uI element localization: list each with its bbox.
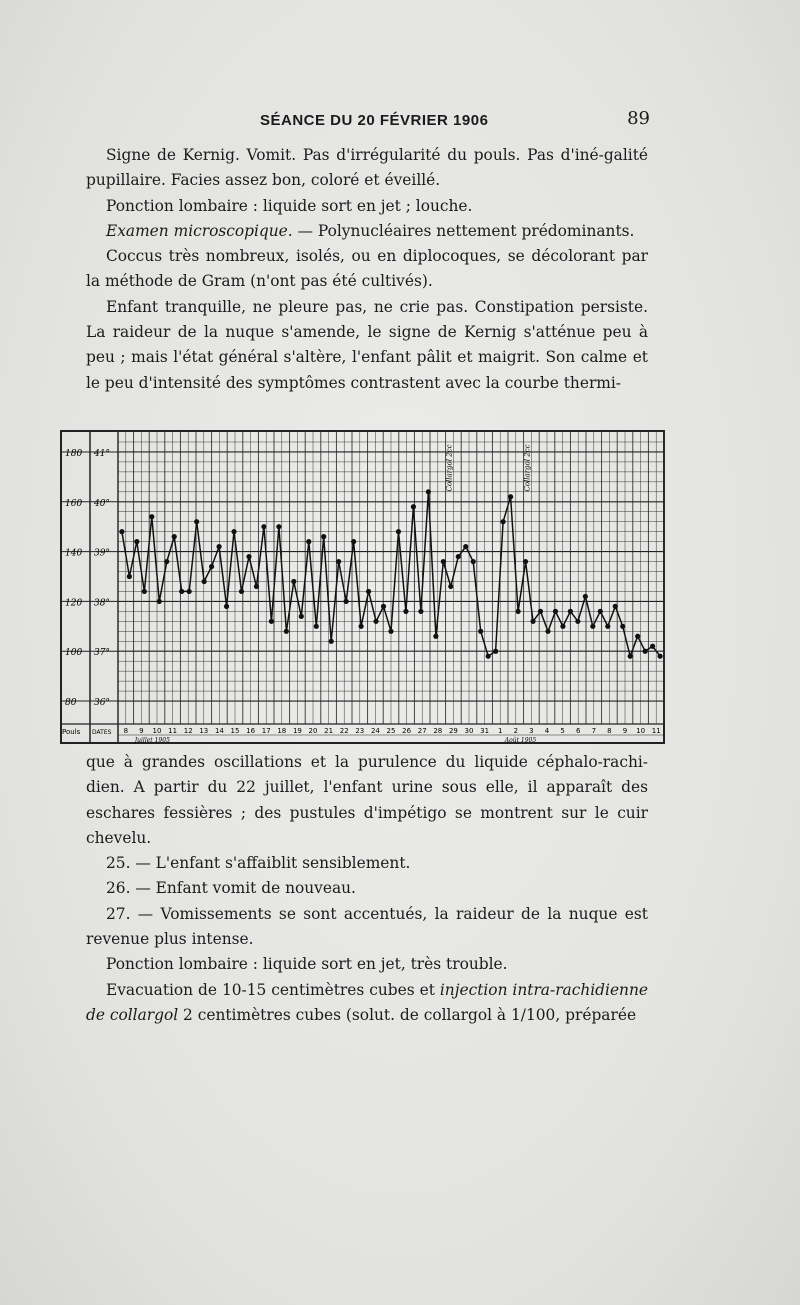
date-tick-label: 10 [636,727,646,735]
temperature-point [239,589,244,594]
date-tick-label: 26 [402,727,412,735]
paragraph: 25. — L'enfant s'affaiblit sensiblement. [106,854,411,873]
temperature-point [568,609,573,614]
temperature-point [598,609,603,614]
text-block-top [86,143,648,396]
pulse-tick-label: 180 [65,448,83,459]
temperature-point [216,544,221,549]
temperature-point [471,559,476,564]
temperature-point [501,519,506,524]
temp-tick-label: 38° [94,598,110,609]
dates-axis-label: DATES [92,729,112,736]
paragraph: Evacuation de 10-15 centimètres cubes et injection intra-rachidienne de collargol 2 centimètres cubes (solut. de collargol à 1/100, préparée [86,980,648,1024]
temperature-point [493,649,498,654]
date-tick-label: 12 [183,727,193,735]
paragraph: Ponction lombaire : liquide sort en jet, très trouble. [106,955,508,974]
temp-tick-label: 37° [94,648,110,659]
paragraph: Examen microscopique. — Polynucléaires nettement prédominants. [106,221,635,240]
paragraph: 27. — Vomissements se sont accentués, la raideur de la nuque est revenue plus intense. [86,904,648,949]
date-tick-label: 15 [230,727,240,735]
temperature-point [396,529,401,534]
temperature-point [583,594,588,599]
temperature-point [628,654,633,659]
paragraph: Coccus très nombreux, isolés, ou en diplocoques, se décolorant par la méthode de Gram (n'ont pas été cultivés). [86,247,648,291]
date-tick-label: 30 [464,727,474,735]
date-tick-label: 21 [324,727,334,735]
temperature-point [134,539,139,544]
temperature-point [261,524,266,529]
pulse-axis-label: Pouls [62,728,81,736]
temperature-point [605,624,610,629]
temperature-point [456,554,461,559]
temperature-point [329,639,334,644]
temperature-point [187,589,192,594]
pulse-tick-label: 120 [65,598,83,609]
temperature-point [366,589,371,594]
temp-tick-label: 36° [94,698,110,709]
temperature-point [119,529,124,534]
date-tick-label: 7 [591,727,597,735]
paragraph: Ponction lombaire : liquide sort en jet ; louche. [106,196,473,215]
date-tick-label: 29 [448,727,458,735]
temperature-point [336,559,341,564]
temperature-point [276,524,281,529]
date-tick-label: 10 [152,727,162,735]
collargol-annotation: Collargol 2cc [523,444,532,492]
temperature-point [291,579,296,584]
temperature-point [149,514,154,519]
paragraph: Enfant tranquille, ne pleure pas, ne crie pas. Constipation persiste. La raideur de la nuque s'amende, le signe de Kernig s'atténue peu à peu ; mais l'état général s'altère, l'enfant pâlit et maigrit. Son calme et le peu d'intensité des symptômes contrastent avec la courbe thermi- [86,297,648,392]
temperature-point [231,529,236,534]
temperature-point [157,599,162,604]
temperature-point [142,589,147,594]
month-label: Juillet 1905 [134,737,170,744]
page-header [90,108,650,134]
running-head: SÉANCE DU 20 FÉVRIER 1906 [260,112,489,129]
temperature-chart [60,428,668,746]
temperature-point [299,614,304,619]
temperature-point [284,629,289,634]
date-tick-label: 8 [607,727,612,735]
temperature-point [448,584,453,589]
collargol-annotation: Collargol 2cc [445,444,454,492]
temperature-point [209,564,214,569]
temperature-point [441,559,446,564]
date-tick-label: 17 [261,727,271,735]
temperature-point [545,629,550,634]
date-tick-label: 23 [355,727,365,735]
date-tick-label: 22 [339,727,349,735]
temperature-point [246,554,251,559]
date-tick-label: 25 [386,727,396,735]
temp-tick-label: 40° [94,498,110,509]
chart-svg [60,428,668,746]
temperature-point [344,599,349,604]
date-tick-label: 9 [139,727,144,735]
pulse-tick-label: 160 [65,498,83,509]
temperature-point [381,604,386,609]
paragraph: 26. — Enfant vomit de nouveau. [106,879,356,898]
temperature-point [530,619,535,624]
temperature-point [560,624,565,629]
temperature-point [635,634,640,639]
temperature-point [321,534,326,539]
temperature-point [351,539,356,544]
date-tick-label: 4 [544,727,550,735]
pulse-tick-label: 100 [65,648,83,659]
temperature-point [194,519,199,524]
temperature-point [463,544,468,549]
temperature-point [478,629,483,634]
paragraph: que à grandes oscillations et la purulence du liquide céphalo-rachi-dien. A partir du 22 juillet, l'enfant urine sous elle, il apparaît des eschares fessières ; des pustules d'impétigo se montrent sur le cuir chevelu. [86,753,648,847]
date-tick-label: 1 [497,727,503,735]
temperature-point [254,584,259,589]
temperature-point [620,624,625,629]
temperature-point [426,489,431,494]
temperature-point [433,634,438,639]
date-tick-label: 3 [529,727,534,735]
temperature-point [508,494,513,499]
paragraph: Signe de Kernig. Vomit. Pas d'irrégularité du pouls. Pas d'iné-galité pupillaire. Facies assez bon, coloré et éveillé. [86,146,648,190]
pulse-tick-label: 140 [65,548,83,559]
italic-heading: Examen microscopique. [106,221,293,240]
temperature-point [224,604,229,609]
temp-tick-label: 39° [94,548,110,559]
temperature-point [388,629,393,634]
date-tick-label: 16 [246,727,256,735]
temperature-point [127,574,132,579]
date-tick-label: 13 [199,727,209,735]
month-label: Août 1905 [504,737,537,744]
temperature-point [269,619,274,624]
text-block-bottom [86,750,648,1028]
temperature-point [306,539,311,544]
date-tick-label: 11 [651,727,661,735]
temperature-point [314,624,319,629]
temperature-point [202,579,207,584]
date-tick-label: 24 [370,727,380,735]
date-tick-label: 8 [123,727,129,735]
date-tick-label: 27 [417,727,427,735]
date-tick-label: 19 [292,727,302,735]
temperature-point [538,609,543,614]
temperature-point [590,624,595,629]
temperature-point [650,644,655,649]
date-tick-label: 6 [575,727,581,735]
temperature-point [643,649,648,654]
date-tick-label: 9 [622,727,628,735]
date-tick-label: 20 [308,727,318,735]
temp-tick-label: 41° [94,448,110,459]
pulse-tick-label: 80 [65,698,77,709]
temperature-point [613,604,618,609]
date-tick-label: 28 [433,727,443,735]
temperature-point [515,609,520,614]
temperature-point [486,654,491,659]
temperature-point [172,534,177,539]
temperature-point [575,619,580,624]
date-tick-label: 14 [214,727,224,735]
date-tick-label: 18 [277,727,287,735]
page-number: 89 [627,108,650,129]
date-tick-label: 2 [513,727,519,735]
temperature-point [418,609,423,614]
italic-phrase: injection intra-rachidienne de collargol [86,980,648,1024]
temperature-point [373,619,378,624]
temperature-point [553,609,558,614]
temperature-point [164,559,169,564]
temperature-point [359,624,364,629]
temperature-point [658,654,663,659]
temperature-point [523,559,528,564]
date-tick-label: 31 [480,727,490,735]
temperature-point [411,504,416,509]
date-tick-label: 11 [168,727,178,735]
date-tick-label: 5 [560,727,565,735]
temperature-point [403,609,408,614]
chart-frame [61,431,664,743]
temperature-point [179,589,184,594]
